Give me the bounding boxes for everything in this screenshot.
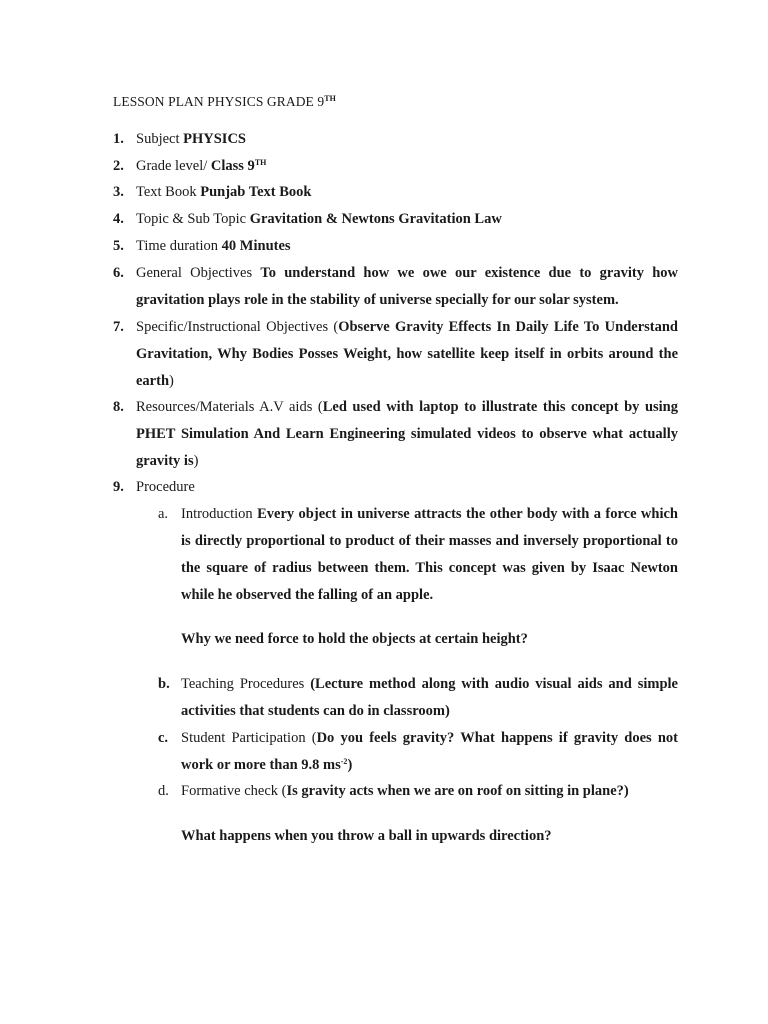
procedure-formative-check: d. Formative check (Is gravity acts when we are on roof on sitting in plane?) [158, 783, 629, 799]
item-topic: 4. Topic & Sub Topic Gravitation & Newtons Gravitation Law [113, 211, 502, 227]
procedure-introduction: a. Introduction Every object in universe attracts the other body with a force which is directly proportional to product of their masses and inversely proportional to the square of radius between them. This concept was given by Isaac Newton while he observed the falling of an apple. [158, 506, 678, 603]
lesson-plan-title: LESSON PLAN PHYSICS GRADE 9TH [113, 94, 336, 109]
item-text-book: 3. Text Book Punjab Text Book [113, 184, 312, 200]
item-grade-level: 2. Grade level/ Class 9TH [113, 158, 267, 174]
introduction-question: Why we need force to hold the objects at certain height? [181, 631, 528, 647]
procedure-teaching: b. Teaching Procedures (Lecture method along with audio visual aids and simple activities that students can do in classroom) [158, 676, 678, 719]
item-procedure: 9. Procedure [113, 479, 195, 495]
procedure-student-participation: c. Student Participation (Do you feels gravity? What happens if gravity does not work or more than 9.8 $ms^{-2}$) [158, 730, 678, 773]
item-specific-objectives: 7. Specific/Instructional Objectives (Observe Gravity Effects In Daily Life To Understand Gravitation, Why Bodies Posses Weight, how satellite keep itself in orbits around the earth) [113, 319, 678, 389]
item-general-objectives: 6. General Objectives To understand how we owe our existence due to gravity how gravitation plays role in the stability of universe specially for our solar system. [113, 265, 678, 308]
formative-question: What happens when you throw a ball in upwards direction? [181, 828, 552, 844]
item-time-duration: 5. Time duration 40 Minutes [113, 238, 291, 254]
item-resources: 8. Resources/Materials A.V aids (Led used with laptop to illustrate this concept by using PHET Simulation And Learn Engineering simulated videos to observe what actually gravity is) [113, 399, 678, 469]
item-subject: 1. Subject PHYSICS [113, 131, 246, 147]
